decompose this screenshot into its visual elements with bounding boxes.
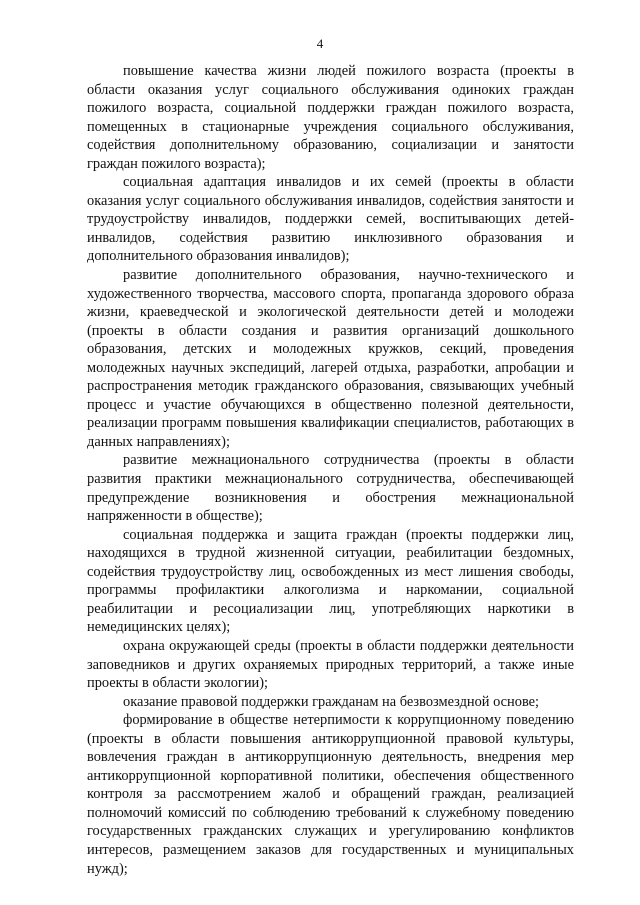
paragraph-anti-corruption: формирование в обществе нетерпимости к коррупционному поведению (проекты в области повышения антикоррупционной правовой культуры, вовлечения граждан в антикоррупционную деятельность, внедрения мер антикоррупционной корпоративной политики, обеспечения общественного контроля за рассмотрением жалоб и обращений граждан, реализацией полномочий комиссий по соблюдению требований к служебному поведению государственных гражданских служащих и урегулированию конфликтов интересов, размещением заказов для государственных и муниципальных нужд); [87,712,574,877]
paragraph-legal-support: оказание правовой поддержки гражданам на безвозмездной основе; [123,693,540,710]
document-body [87,62,574,878]
paragraph-additional-education: развитие дополнительного образования, научно-технического и художественного творчества, массового спорта, пропаганда здорового образа жизни, краеведческой и экологической деятельности детей и молодежи (проекты в области создания и развития организаций дошкольного образования, детских и молодежных кружков, секций, проведения молодежных научных экспедиций, лагерей отдыха, разработки, апробации и распространения методик гражданского образования, связывающих учебный процесс и участие обучающихся в общественно полезной деятельности, реализации программ повышения квалификации специалистов, работающих в данных направлениях); [87,267,574,450]
page-number: 4 [316,36,324,51]
paragraph-elderly-quality-of-life: повышение качества жизни людей пожилого возраста (проекты в области оказания услуг социального обслуживания одиноких граждан пожилого возраста, социальной поддержки граждан пожилого возраста, помещенных в стационарные учреждения социального обслуживания, содействия дополнительному образованию, социализации и занятости граждан пожилого возраста); [87,63,574,172]
paragraph-disabled-adaptation: социальная адаптация инвалидов и их семей (проекты в области оказания услуг социального обслуживания инвалидов, содействия занятости и трудоустройству инвалидов, поддержки семей, воспитывающих детей-инвалидов, содействия развитию инклюзивного образования и дополнительного образования инвалидов); [87,174,574,265]
paragraph-social-support: социальная поддержка и защита граждан (проекты поддержки лиц, находящихся в трудной жизненной ситуации, реабилитации бездомных, содействия трудоустройству лиц, освобожденных из мест лишения свободы, программы профилактики алкоголизма и наркомании, социальной реабилитации и ресоциализации лиц, употребляющих наркотики в немедицинских целях); [87,526,574,636]
paragraph-environment-protection: охрана окружающей среды (проекты в области поддержки деятельности заповедников и других охраняемых природных территорий, а также иные проекты в области экологии); [87,637,574,692]
paragraph-interethnic-cooperation: развитие межнационального сотрудничества (проекты в области развития практики межнационального сотрудничества, обеспечивающей предупреждение возникновения и обострения межнациональной напряженности в обществе); [87,452,574,525]
